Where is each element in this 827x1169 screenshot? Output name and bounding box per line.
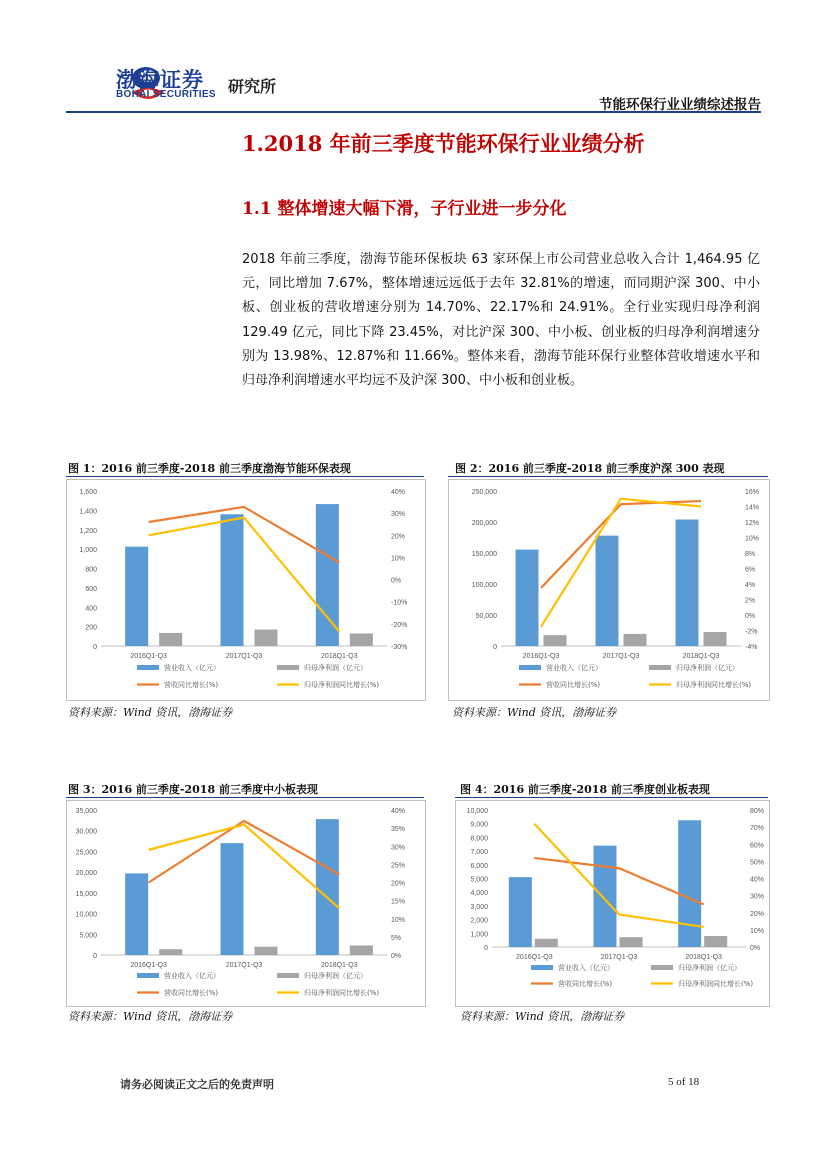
y2-tick-label: 15%: [391, 898, 406, 906]
y-tick-label: 1,600: [79, 489, 97, 496]
profit-bar: [255, 630, 278, 646]
legend-revenue-growth-label: 营收同比增长(%): [164, 681, 219, 689]
profit-bar: [350, 945, 373, 955]
legend-profit-label: 归母净利润（亿元）: [678, 964, 741, 972]
figure-3-rule: [66, 797, 424, 798]
y2-tick-label: 25%: [391, 862, 406, 870]
legend-revenue-swatch: [531, 965, 553, 970]
y-tick-label: 600: [85, 585, 97, 593]
y2-tick-label: 50%: [750, 859, 765, 867]
category-label: 2016Q1-Q3: [522, 653, 560, 660]
y-tick-label: 30,000: [75, 828, 97, 836]
profit-bar: [350, 634, 373, 646]
figure-4-rule: [455, 797, 768, 798]
y2-tick-label: 14%: [745, 504, 760, 512]
y2-tick-label: 70%: [750, 825, 765, 833]
header-rule: [66, 111, 761, 113]
y-tick-label: 20,000: [75, 870, 97, 878]
legend-revenue-label: 营业收入（亿元）: [164, 664, 220, 672]
profit-growth-line: [149, 518, 340, 632]
category-label: 2016Q1-Q3: [516, 954, 553, 961]
y2-tick-label: 10%: [750, 927, 765, 935]
legend-profit-growth-label: 归母净利润同比增长(%): [304, 681, 380, 689]
revenue-bar: [596, 536, 619, 646]
legend-revenue-label: 营业收入（亿元）: [558, 964, 614, 972]
y2-tick-label: 80%: [750, 808, 765, 815]
legend-profit-label: 归母净利润（亿元）: [304, 664, 367, 672]
figure-3-title: 图 3：2016 前三季度-2018 前三季度中小板表现: [68, 783, 318, 796]
y-tick-label: 1,400: [79, 508, 97, 516]
legend-profit-swatch: [277, 665, 299, 670]
y2-tick-label: 35%: [391, 826, 406, 834]
y-tick-label: 10,000: [75, 911, 97, 919]
y2-tick-label: 10%: [391, 555, 406, 563]
y2-tick-label: -20%: [391, 621, 408, 629]
y2-tick-label: 0%: [745, 613, 756, 620]
legend-revenue-label: 营业收入（亿元）: [546, 664, 602, 672]
y2-tick-label: 0%: [391, 577, 402, 585]
revenue-bar: [316, 819, 339, 955]
y2-tick-label: 5%: [391, 934, 402, 942]
figure-4-svg: [456, 801, 769, 1006]
profit-bar: [704, 936, 727, 947]
category-label: 2017Q1-Q3: [602, 653, 640, 660]
y-tick-label: 8,000: [470, 835, 488, 843]
revenue-growth-line: [149, 507, 340, 563]
y-tick-label: 6,000: [470, 862, 488, 870]
body-paragraph: 2018 年前三季度，渤海节能环保板块 63 家环保上市公司营业总收入合计 1,464.95 亿元，同比增加 7.67%，整体增速远远低于去年 32.81%的增速，而同期沪深 300、中小板、创业板的营收增速分别为 14.70%、22.17%和 24.91%。全行业实现归母净利润 129.49 亿元，同比下降 23.45%，对比沪深 300、中小板、创业板的归母净利润增速分别为 13.98%、12.87%和 11.66%。整体来看，渤海节能环保行业整体营收增速水平和归母净利润增速水平均远不及沪深 300、中小板和创业板。: [242, 252, 760, 389]
figure-3-svg: [67, 801, 425, 1006]
figure-3-source: 资料来源：Wind 资讯，渤海证券: [68, 1010, 233, 1023]
revenue-bar: [676, 520, 699, 646]
profit-bar: [255, 947, 278, 955]
y2-tick-label: 40%: [391, 489, 406, 496]
y2-tick-label: -4%: [745, 644, 758, 651]
revenue-bar: [678, 820, 701, 947]
y2-tick-label: 40%: [750, 876, 765, 884]
y-tick-label: 0: [93, 953, 97, 960]
institute-label: 研究所: [228, 77, 277, 96]
y2-tick-label: 30%: [750, 893, 765, 901]
profit-growth-line: [149, 825, 340, 909]
y-tick-label: 5,000: [470, 876, 488, 884]
revenue-bar: [516, 550, 539, 646]
figure-2-rule: [448, 476, 768, 477]
y2-tick-label: 30%: [391, 844, 406, 852]
y2-tick-label: 20%: [750, 910, 765, 918]
y2-tick-label: 10%: [745, 535, 760, 543]
y-tick-label: 35,000: [75, 808, 97, 815]
y-tick-label: 50,000: [475, 613, 497, 620]
y2-tick-label: 6%: [745, 566, 756, 574]
legend-revenue-swatch: [519, 665, 541, 670]
revenue-bar: [221, 843, 244, 955]
y2-tick-label: 0%: [391, 953, 402, 960]
subsection-title: 1.1 整体增速大幅下滑，子行业进一步分化: [242, 199, 567, 219]
category-label: 2018Q1-Q3: [685, 954, 722, 961]
figure-2-chart: [448, 479, 770, 701]
y-tick-label: 0: [484, 945, 488, 952]
figure-2-title: 图 2：2016 前三季度-2018 前三季度沪深 300 表现: [455, 462, 725, 475]
y-tick-label: 9,000: [470, 821, 488, 829]
category-label: 2018Q1-Q3: [321, 962, 358, 969]
figure-4-title: 图 4：2016 前三季度-2018 前三季度创业板表现: [460, 783, 710, 796]
y2-tick-label: 40%: [391, 808, 406, 815]
y-tick-label: 150,000: [471, 551, 497, 558]
legend-profit-label: 归母净利润（亿元）: [304, 972, 367, 980]
legend-profit-swatch: [649, 665, 671, 670]
profit-bar: [704, 632, 727, 646]
category-label: 2016Q1-Q3: [130, 962, 167, 969]
figure-1-title: 图 1：2016 前三季度-2018 前三季度渤海节能环保表现: [68, 462, 351, 475]
y-tick-label: 3,000: [470, 903, 488, 911]
y-tick-label: 0: [493, 644, 497, 651]
revenue-bar: [125, 873, 148, 955]
y2-tick-label: 60%: [750, 842, 765, 850]
y2-tick-label: 4%: [745, 582, 756, 589]
legend-profit-swatch: [651, 965, 673, 970]
y2-tick-label: 10%: [391, 916, 406, 924]
category-label: 2017Q1-Q3: [225, 653, 263, 660]
figure-4-chart: [455, 800, 770, 1007]
y2-tick-label: -30%: [391, 644, 408, 651]
y2-tick-label: 20%: [391, 880, 406, 888]
profit-bar: [159, 949, 182, 955]
figure-3-chart: [66, 800, 426, 1007]
category-label: 2018Q1-Q3: [321, 653, 358, 660]
revenue-growth-line: [149, 821, 340, 883]
y2-tick-label: 12%: [745, 520, 760, 527]
y-tick-label: 1,200: [79, 527, 97, 535]
legend-profit-label: 归母净利润（亿元）: [676, 664, 739, 672]
figure-1-chart: [66, 479, 426, 701]
y-tick-label: 10,000: [466, 808, 488, 815]
y-tick-label: 0: [93, 644, 97, 651]
figure-2-svg: [449, 480, 769, 700]
y2-tick-label: 0%: [750, 945, 761, 952]
y-tick-label: 200: [85, 624, 97, 632]
figure-1-source: 资料来源：Wind 资讯，渤海证券: [68, 706, 233, 719]
category-label: 2018Q1-Q3: [682, 653, 720, 660]
footer-disclaimer: 请务必阅读正文之后的免责声明: [120, 1078, 274, 1091]
figure-1-rule: [66, 476, 424, 477]
y-tick-label: 800: [85, 566, 97, 574]
y2-tick-label: 2%: [745, 597, 756, 605]
legend-revenue-growth-label: 营收同比增长(%): [546, 681, 601, 689]
y-tick-label: 1,000: [470, 931, 488, 939]
y-tick-label: 7,000: [470, 849, 488, 857]
figure-4-source: 资料来源：Wind 资讯，渤海证券: [460, 1010, 625, 1023]
page-number: 5 of 18: [668, 1076, 700, 1088]
y-tick-label: 400: [85, 605, 97, 613]
y-tick-label: 4,000: [470, 890, 488, 898]
profit-bar: [624, 634, 647, 646]
y2-tick-label: -2%: [745, 628, 758, 636]
y-tick-label: 25,000: [75, 849, 97, 857]
legend-revenue-swatch: [137, 973, 159, 978]
y-tick-label: 200,000: [471, 520, 497, 527]
legend-revenue-label: 营业收入（亿元）: [164, 972, 220, 980]
legend-profit-growth-label: 归母净利润同比增长(%): [676, 681, 752, 689]
revenue-bar: [316, 504, 339, 646]
logo-chinese-name: 渤海证券: [116, 68, 204, 92]
revenue-bar: [509, 877, 532, 947]
legend-revenue-growth-label: 营收同比增长(%): [164, 989, 219, 997]
legend-revenue-swatch: [137, 665, 159, 670]
y2-tick-label: 8%: [745, 551, 756, 558]
report-title: 节能环保行业业绩综述报告: [599, 97, 761, 113]
profit-bar: [620, 937, 643, 947]
y-tick-label: 2,000: [470, 917, 488, 925]
y2-tick-label: 30%: [391, 511, 406, 519]
y-tick-label: 5,000: [79, 932, 97, 940]
logo-english-name: BOHAI SECURITIES: [116, 89, 216, 100]
profit-bar: [544, 635, 567, 646]
revenue-bar: [125, 547, 148, 646]
revenue-bar: [594, 846, 617, 947]
category-label: 2016Q1-Q3: [130, 653, 167, 660]
y2-tick-label: -10%: [391, 599, 408, 607]
figure-2-source: 资料来源：Wind 资讯，渤海证券: [452, 706, 617, 719]
category-label: 2017Q1-Q3: [600, 954, 638, 961]
profit-bar: [159, 633, 182, 646]
category-label: 2017Q1-Q3: [225, 962, 263, 969]
y2-tick-label: 20%: [391, 533, 406, 541]
legend-revenue-growth-label: 营收同比增长(%): [558, 980, 613, 988]
revenue-bar: [221, 514, 244, 646]
figure-1-svg: [67, 480, 425, 700]
legend-profit-swatch: [277, 973, 299, 978]
legend-profit-growth-label: 归母净利润同比增长(%): [678, 980, 754, 988]
profit-bar: [535, 939, 558, 947]
section-title: 1.2018 年前三季度节能环保行业业绩分析: [242, 131, 645, 156]
y-tick-label: 250,000: [471, 489, 497, 496]
y-tick-label: 100,000: [471, 582, 497, 589]
legend-profit-growth-label: 归母净利润同比增长(%): [304, 989, 380, 997]
y-tick-label: 1,000: [79, 547, 97, 555]
y2-tick-label: 16%: [745, 489, 760, 496]
y-tick-label: 15,000: [75, 890, 97, 898]
